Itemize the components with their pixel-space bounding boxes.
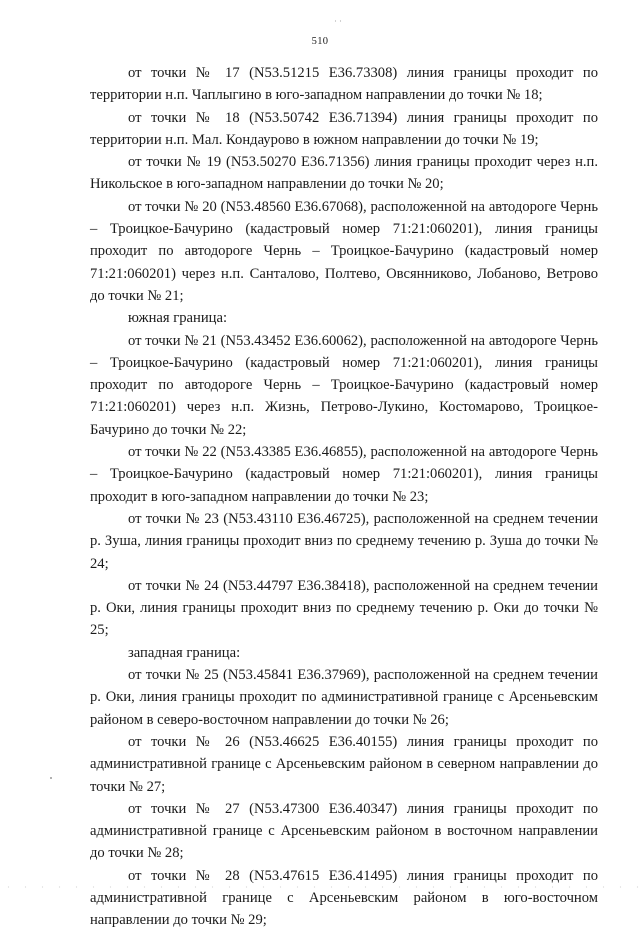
paragraph-point-21: от точки № 21 (N53.43452 E36.60062), расположенной на автодороге Чернь – Троицкое-Бачурино (кадастровый номер 71:21:060201), линия границы проходит по автодороге Чернь – Троицкое-Бачурино (кадастровый номер 71:21:060201) через н.п. Жизнь, Петрово-Лукино, Костомарово, Троицкое-Бачурино до точки № 22; — [90, 332, 598, 438]
paragraph-point-27: от точки № 27 (N53.47300 E36.40347) линия границы проходит по административной границе с Арсеньевским районом в восточном направлении до точки № 28; — [90, 800, 598, 862]
scan-artifact — [333, 20, 343, 22]
scan-artifact — [50, 777, 52, 779]
paragraph-point-17: от точки № 17 (N53.51215 E36.73308) линия границы проходит по территории н.п. Чаплыгино в юго-западном направлении до точки № 18; — [90, 65, 598, 104]
paragraph-point-18: от точки № 18 (N53.50742 E36.71394) линия границы проходит по территории н.п. Мал. Кондаурово в южном направлении до точки № 19; — [90, 109, 598, 148]
paragraph-point-26: от точки № 26 (N53.46625 E36.40155) линия границы проходит по административной границе с Арсеньевским районом в северном направлении до точки № 27; — [90, 733, 598, 795]
paragraph-point-20: от точки № 20 (N53.48560 E36.67068), расположенной на автодороге Чернь – Троицкое-Бачурино (кадастровый номер 71:21:060201), линия границы проходит по автодороге Чернь – Троицкое-Бачурино (кадастровый номер 71:21:060201) через н.п. Санталово, Полтево, Овсянниково, Лобаново, Ветрово до точки № 21; — [90, 198, 598, 304]
section-heading-west: западная граница: — [128, 644, 241, 661]
paragraph-point-23: от точки № 23 (N53.43110 E36.46725), расположенной на среднем течении р. Зуша, линия границы проходит вниз по среднему течению р. Зуша до точки № 24; — [90, 510, 598, 572]
document-body — [90, 62, 598, 932]
paragraph-point-25: от точки № 25 (N53.45841 E36.37969), расположенной на среднем течении р. Оки, линия границы проходит по административной границе с Арсеньевским районом в северо-восточном направлении до точки № 26; — [90, 667, 598, 728]
scan-artifact — [0, 885, 640, 889]
paragraph-point-24: от точки № 24 (N53.44797 E36.38418), расположенной на среднем течении р. Оки, линия границы проходит вниз по среднему течению р. Оки до точки № 25; — [90, 577, 598, 639]
page-number: 510 — [311, 36, 329, 47]
paragraph-point-22: от точки № 22 (N53.43385 E36.46855), расположенной на автодороге Чернь – Троицкое-Бачурино (кадастровый номер 71:21:060201), линия границы проходит в юго-западном направлении до точки № 23; — [90, 444, 598, 505]
section-heading-south: южная граница: — [128, 310, 227, 327]
paragraph-point-28: от точки № 28 (N53.47615 E36.41495) линия границы проходит по административной границе с Арсеньевским районом в юго-восточном направлении до точки № 29; — [90, 867, 598, 929]
paragraph-point-19: от точки № 19 (N53.50270 E36.71356) линия границы проходит через н.п. Никольское в юго-западном направлении до точки № 20; — [90, 154, 598, 193]
